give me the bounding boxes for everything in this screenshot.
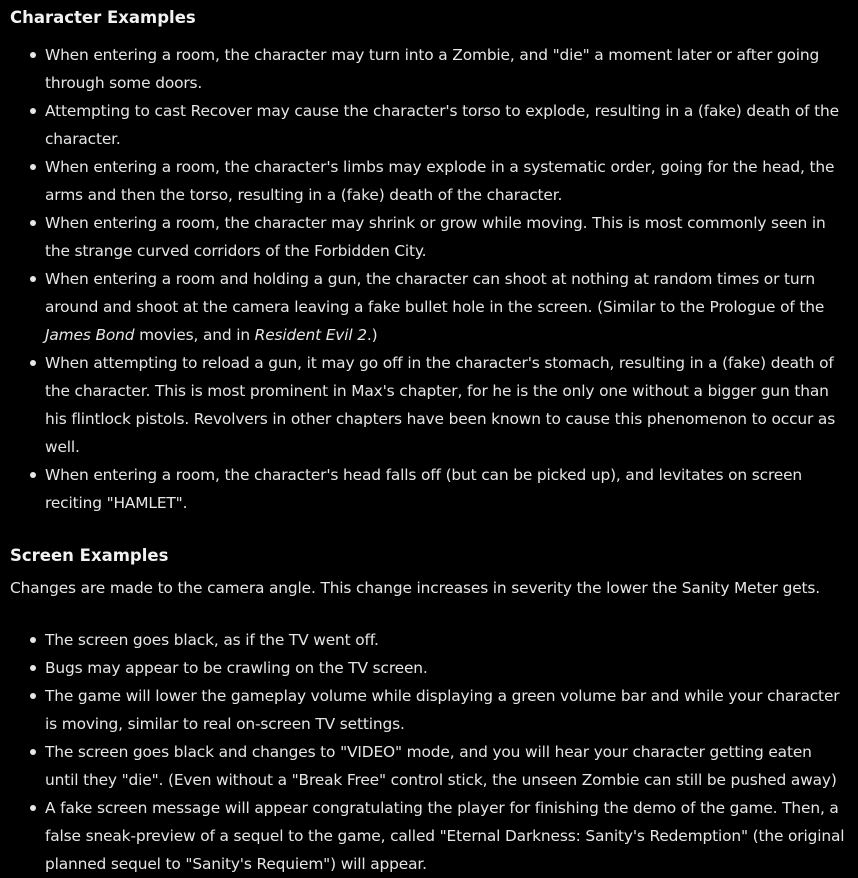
list-item: Bugs may appear to be crawling on the TV screen. <box>10 654 848 682</box>
character-examples-heading: Character Examples <box>10 8 196 27</box>
screen-examples-heading: Screen Examples <box>10 546 169 565</box>
italic-title: Resident Evil 2 <box>254 326 367 344</box>
list-item: When entering a room, the character's limbs may explode in a systematic order, going for the head, the arms and then the torso, resulting in a (fake) death of the character. <box>10 153 848 209</box>
list-item: A fake screen message will appear congratulating the player for finishing the demo of the game. Then, a false sneak-preview of a sequel to the game, called "Eternal Darkness: Sanity's Redemption" (the original planned sequel to "Sanity's Requiem") will appear. <box>10 794 848 878</box>
character-examples-list <box>10 41 848 517</box>
list-item: The screen goes black and changes to "VIDEO" mode, and you will hear your character getting eaten until they "die". (Even without a "Break Free" control stick, the unseen Zombie can still be pushed away) <box>10 738 848 794</box>
list-item-text: When entering a room and holding a gun, the character can shoot at nothing at random times or turn around and shoot at the camera leaving a fake bullet hole in the screen. (Similar to the Prologue of the <box>45 270 825 316</box>
list-item: When attempting to reload a gun, it may go off in the character's stomach, resulting in a (fake) death of the character. This is most prominent in Max's chapter, for he is the only one without a bigger gun than his flintlock pistols. Revolvers in other chapters have been known to cause this phenomenon to occur as well. <box>10 349 848 461</box>
list-item-text: movies, and in <box>134 326 255 344</box>
list-item <box>10 265 848 349</box>
list-item: When entering a room, the character's head falls off (but can be picked up), and levitates on screen reciting "HAMLET". <box>10 461 848 517</box>
italic-title: James Bond <box>45 326 135 344</box>
list-item: The game will lower the gameplay volume while displaying a green volume bar and while your character is moving, similar to real on-screen TV settings. <box>10 682 848 738</box>
list-item: Attempting to cast Recover may cause the character's torso to explode, resulting in a (fake) death of the character. <box>10 97 848 153</box>
screen-examples-intro: Changes are made to the camera angle. This change increases in severity the lower the Sanity Meter gets. <box>10 579 821 597</box>
list-item: The screen goes black, as if the TV went off. <box>10 626 848 654</box>
screen-examples-list <box>10 626 848 878</box>
list-item: When entering a room, the character may shrink or grow while moving. This is most commonly seen in the strange curved corridors of the Forbidden City. <box>10 209 848 265</box>
list-item-text: .) <box>366 326 378 344</box>
list-item: When entering a room, the character may turn into a Zombie, and "die" a moment later or after going through some doors. <box>10 41 848 97</box>
